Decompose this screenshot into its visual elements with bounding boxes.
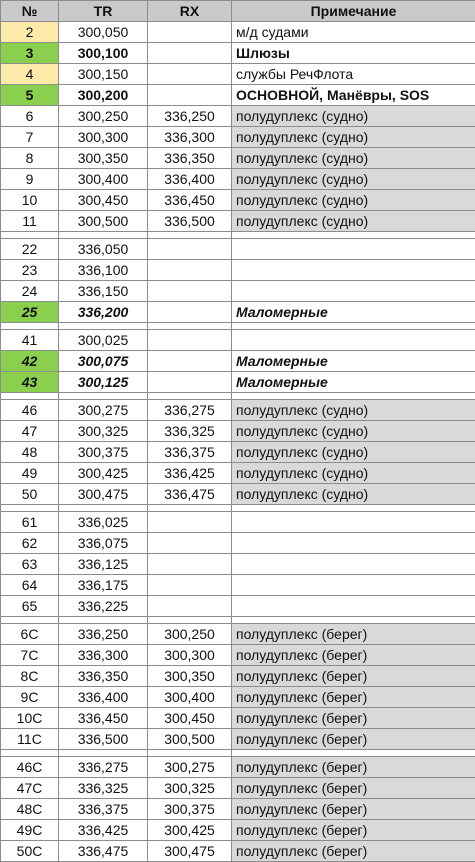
separator-cell xyxy=(232,750,475,757)
channel-number-cell: 4 xyxy=(1,64,59,85)
note-cell: полудуплекс (берег) xyxy=(232,708,475,729)
rx-frequency-cell xyxy=(148,533,232,554)
table-row xyxy=(1,43,475,64)
note-cell: полудуплекс (берег) xyxy=(232,645,475,666)
note-cell: полудуплекс (судно) xyxy=(232,148,475,169)
note-cell: полудуплекс (судно) xyxy=(232,463,475,484)
channel-number-cell: 48 xyxy=(1,442,59,463)
rx-frequency-cell: 300,500 xyxy=(148,729,232,750)
channel-number-cell: 9 xyxy=(1,169,59,190)
group-separator xyxy=(1,323,475,330)
tr-frequency-cell: 336,150 xyxy=(59,281,148,302)
note-cell: полудуплекс (берег) xyxy=(232,666,475,687)
separator-cell xyxy=(59,393,148,400)
note-cell: полудуплекс (судно) xyxy=(232,211,475,232)
tr-frequency-cell: 300,275 xyxy=(59,400,148,421)
rx-frequency-cell: 300,275 xyxy=(148,757,232,778)
rx-frequency-cell: 300,400 xyxy=(148,687,232,708)
note-cell: полудуплекс (судно) xyxy=(232,169,475,190)
tr-frequency-cell: 300,425 xyxy=(59,463,148,484)
note-cell xyxy=(232,260,475,281)
channel-number-cell: 3 xyxy=(1,43,59,64)
note-cell: полудуплекс (судно) xyxy=(232,190,475,211)
table-row xyxy=(1,85,475,106)
table-row xyxy=(1,64,475,85)
separator-cell xyxy=(148,750,232,757)
note-cell xyxy=(232,281,475,302)
table-row xyxy=(1,575,475,596)
separator-cell xyxy=(232,323,475,330)
header-rx: RX xyxy=(148,1,232,22)
rx-frequency-cell xyxy=(148,302,232,323)
channel-number-cell: 9C xyxy=(1,687,59,708)
tr-frequency-cell: 336,025 xyxy=(59,512,148,533)
table-row xyxy=(1,239,475,260)
table-row xyxy=(1,512,475,533)
separator-cell xyxy=(1,617,59,624)
note-cell: полудуплекс (берег) xyxy=(232,729,475,750)
table-row xyxy=(1,211,475,232)
channel-number-cell: 49 xyxy=(1,463,59,484)
channel-number-cell: 8 xyxy=(1,148,59,169)
separator-cell xyxy=(1,232,59,239)
table-row xyxy=(1,645,475,666)
table-row xyxy=(1,351,475,372)
rx-frequency-cell xyxy=(148,554,232,575)
channel-number-cell: 23 xyxy=(1,260,59,281)
rx-frequency-cell: 336,275 xyxy=(148,400,232,421)
note-cell: полудуплекс (судно) xyxy=(232,400,475,421)
tr-frequency-cell: 300,475 xyxy=(59,484,148,505)
tr-frequency-cell: 336,050 xyxy=(59,239,148,260)
separator-cell xyxy=(59,750,148,757)
rx-frequency-cell: 300,325 xyxy=(148,778,232,799)
tr-frequency-cell: 336,350 xyxy=(59,666,148,687)
channel-number-cell: 10C xyxy=(1,708,59,729)
rx-frequency-cell: 300,300 xyxy=(148,645,232,666)
note-cell: полудуплекс (берег) xyxy=(232,757,475,778)
channel-number-cell: 64 xyxy=(1,575,59,596)
tr-frequency-cell: 300,300 xyxy=(59,127,148,148)
tr-frequency-cell: 336,425 xyxy=(59,820,148,841)
table-row xyxy=(1,169,475,190)
separator-cell xyxy=(1,393,59,400)
note-cell: полудуплекс (судно) xyxy=(232,484,475,505)
separator-cell xyxy=(1,323,59,330)
separator-cell xyxy=(148,505,232,512)
channel-number-cell: 5 xyxy=(1,85,59,106)
tr-frequency-cell: 336,250 xyxy=(59,624,148,645)
channel-number-cell: 7 xyxy=(1,127,59,148)
tr-frequency-cell: 336,125 xyxy=(59,554,148,575)
note-cell: полудуплекс (берег) xyxy=(232,778,475,799)
separator-cell xyxy=(148,617,232,624)
table-row xyxy=(1,400,475,421)
channel-number-cell: 48C xyxy=(1,799,59,820)
note-cell: полудуплекс (судно) xyxy=(232,442,475,463)
table-row xyxy=(1,533,475,554)
table-row xyxy=(1,127,475,148)
note-cell xyxy=(232,554,475,575)
channel-number-cell: 11C xyxy=(1,729,59,750)
channel-number-cell: 8C xyxy=(1,666,59,687)
channel-number-cell: 50 xyxy=(1,484,59,505)
table-row xyxy=(1,372,475,393)
header-row xyxy=(1,1,475,22)
note-cell xyxy=(232,533,475,554)
separator-cell xyxy=(232,393,475,400)
rx-frequency-cell: 336,450 xyxy=(148,190,232,211)
tr-frequency-cell: 336,500 xyxy=(59,729,148,750)
table-row xyxy=(1,778,475,799)
note-cell: Шлюзы xyxy=(232,43,475,64)
table-row xyxy=(1,302,475,323)
note-cell: ОСНОВНОЙ, Манёвры, SOS xyxy=(232,85,475,106)
note-cell xyxy=(232,596,475,617)
channel-number-cell: 2 xyxy=(1,22,59,43)
channel-number-cell: 42 xyxy=(1,351,59,372)
channel-number-cell: 49C xyxy=(1,820,59,841)
separator-cell xyxy=(148,232,232,239)
separator-cell xyxy=(59,617,148,624)
rx-frequency-cell: 336,475 xyxy=(148,484,232,505)
table-row xyxy=(1,148,475,169)
tr-frequency-cell: 300,325 xyxy=(59,421,148,442)
note-cell: полудуплекс (судно) xyxy=(232,106,475,127)
table-row xyxy=(1,22,475,43)
tr-frequency-cell: 300,250 xyxy=(59,106,148,127)
channel-number-cell: 25 xyxy=(1,302,59,323)
note-cell: полудуплекс (судно) xyxy=(232,127,475,148)
separator-cell xyxy=(232,617,475,624)
rx-frequency-cell: 336,300 xyxy=(148,127,232,148)
header-tr: TR xyxy=(59,1,148,22)
tr-frequency-cell: 336,075 xyxy=(59,533,148,554)
rx-frequency-cell xyxy=(148,512,232,533)
table-row xyxy=(1,106,475,127)
rx-frequency-cell xyxy=(148,239,232,260)
channel-number-cell: 46C xyxy=(1,757,59,778)
rx-frequency-cell: 336,500 xyxy=(148,211,232,232)
note-cell: Маломерные xyxy=(232,302,475,323)
separator-cell xyxy=(148,393,232,400)
table-row xyxy=(1,463,475,484)
table-row xyxy=(1,687,475,708)
tr-frequency-cell: 336,400 xyxy=(59,687,148,708)
tr-frequency-cell: 300,400 xyxy=(59,169,148,190)
channel-number-cell: 22 xyxy=(1,239,59,260)
rx-frequency-cell xyxy=(148,85,232,106)
channel-number-cell: 41 xyxy=(1,330,59,351)
rx-frequency-cell: 336,375 xyxy=(148,442,232,463)
tr-frequency-cell: 300,075 xyxy=(59,351,148,372)
group-separator xyxy=(1,505,475,512)
note-cell xyxy=(232,239,475,260)
rx-frequency-cell: 336,250 xyxy=(148,106,232,127)
channel-number-cell: 6 xyxy=(1,106,59,127)
rx-frequency-cell: 300,375 xyxy=(148,799,232,820)
rx-frequency-cell xyxy=(148,575,232,596)
tr-frequency-cell: 336,450 xyxy=(59,708,148,729)
rx-frequency-cell xyxy=(148,43,232,64)
tr-frequency-cell: 336,375 xyxy=(59,799,148,820)
tr-frequency-cell: 336,100 xyxy=(59,260,148,281)
rx-frequency-cell: 336,325 xyxy=(148,421,232,442)
note-cell: м/д судами xyxy=(232,22,475,43)
channel-number-cell: 46 xyxy=(1,400,59,421)
rx-frequency-cell: 336,425 xyxy=(148,463,232,484)
channel-number-cell: 63 xyxy=(1,554,59,575)
channel-number-cell: 47 xyxy=(1,421,59,442)
tr-frequency-cell: 300,025 xyxy=(59,330,148,351)
rx-frequency-cell: 300,475 xyxy=(148,841,232,862)
note-cell: полудуплекс (судно) xyxy=(232,421,475,442)
tr-frequency-cell: 300,100 xyxy=(59,43,148,64)
channel-number-cell: 61 xyxy=(1,512,59,533)
note-cell: службы РечФлота xyxy=(232,64,475,85)
tr-frequency-cell: 300,375 xyxy=(59,442,148,463)
rx-frequency-cell xyxy=(148,281,232,302)
note-cell xyxy=(232,330,475,351)
table-row xyxy=(1,442,475,463)
table-row xyxy=(1,841,475,862)
table-row xyxy=(1,757,475,778)
separator-cell xyxy=(148,323,232,330)
table-row xyxy=(1,799,475,820)
table-row xyxy=(1,729,475,750)
note-cell xyxy=(232,575,475,596)
rx-frequency-cell xyxy=(148,64,232,85)
note-cell: полудуплекс (берег) xyxy=(232,841,475,862)
table-row xyxy=(1,421,475,442)
note-cell: Маломерные xyxy=(232,372,475,393)
group-separator xyxy=(1,617,475,624)
channel-number-cell: 10 xyxy=(1,190,59,211)
channel-number-cell: 65 xyxy=(1,596,59,617)
rx-frequency-cell xyxy=(148,351,232,372)
tr-frequency-cell: 300,500 xyxy=(59,211,148,232)
header-number: № xyxy=(1,1,59,22)
note-cell: полудуплекс (берег) xyxy=(232,687,475,708)
table-row xyxy=(1,260,475,281)
table-row xyxy=(1,554,475,575)
table-row xyxy=(1,596,475,617)
rx-frequency-cell: 300,450 xyxy=(148,708,232,729)
tr-frequency-cell: 336,200 xyxy=(59,302,148,323)
channel-number-cell: 6C xyxy=(1,624,59,645)
table-row xyxy=(1,820,475,841)
rx-frequency-cell: 336,350 xyxy=(148,148,232,169)
separator-cell xyxy=(232,505,475,512)
table-row xyxy=(1,281,475,302)
rx-frequency-cell xyxy=(148,596,232,617)
note-cell: полудуплекс (берег) xyxy=(232,624,475,645)
table-body xyxy=(1,22,475,862)
tr-frequency-cell: 336,175 xyxy=(59,575,148,596)
header-note: Примечание xyxy=(232,1,475,22)
group-separator xyxy=(1,232,475,239)
note-cell xyxy=(232,512,475,533)
channel-number-cell: 47C xyxy=(1,778,59,799)
table-row xyxy=(1,190,475,211)
rx-frequency-cell xyxy=(148,260,232,281)
tr-frequency-cell: 300,200 xyxy=(59,85,148,106)
group-separator xyxy=(1,393,475,400)
separator-cell xyxy=(59,323,148,330)
separator-cell xyxy=(232,232,475,239)
separator-cell xyxy=(1,505,59,512)
note-cell: полудуплекс (берег) xyxy=(232,820,475,841)
rx-frequency-cell: 336,400 xyxy=(148,169,232,190)
rx-frequency-cell: 300,350 xyxy=(148,666,232,687)
tr-frequency-cell: 336,325 xyxy=(59,778,148,799)
table-row xyxy=(1,666,475,687)
tr-frequency-cell: 336,475 xyxy=(59,841,148,862)
separator-cell xyxy=(59,232,148,239)
tr-frequency-cell: 300,450 xyxy=(59,190,148,211)
channel-number-cell: 62 xyxy=(1,533,59,554)
note-cell: Маломерные xyxy=(232,351,475,372)
separator-cell xyxy=(59,505,148,512)
channel-number-cell: 11 xyxy=(1,211,59,232)
rx-frequency-cell xyxy=(148,22,232,43)
note-cell: полудуплекс (берег) xyxy=(232,799,475,820)
table-row xyxy=(1,330,475,351)
channel-number-cell: 24 xyxy=(1,281,59,302)
tr-frequency-cell: 300,125 xyxy=(59,372,148,393)
channel-number-cell: 50C xyxy=(1,841,59,862)
rx-frequency-cell xyxy=(148,330,232,351)
tr-frequency-cell: 300,150 xyxy=(59,64,148,85)
table-row xyxy=(1,708,475,729)
group-separator xyxy=(1,750,475,757)
tr-frequency-cell: 300,050 xyxy=(59,22,148,43)
table-row xyxy=(1,484,475,505)
separator-cell xyxy=(1,750,59,757)
tr-frequency-cell: 300,350 xyxy=(59,148,148,169)
table-row xyxy=(1,624,475,645)
tr-frequency-cell: 336,225 xyxy=(59,596,148,617)
tr-frequency-cell: 336,300 xyxy=(59,645,148,666)
rx-frequency-cell xyxy=(148,372,232,393)
rx-frequency-cell: 300,425 xyxy=(148,820,232,841)
channel-number-cell: 7C xyxy=(1,645,59,666)
channel-number-cell: 43 xyxy=(1,372,59,393)
tr-frequency-cell: 336,275 xyxy=(59,757,148,778)
rx-frequency-cell: 300,250 xyxy=(148,624,232,645)
